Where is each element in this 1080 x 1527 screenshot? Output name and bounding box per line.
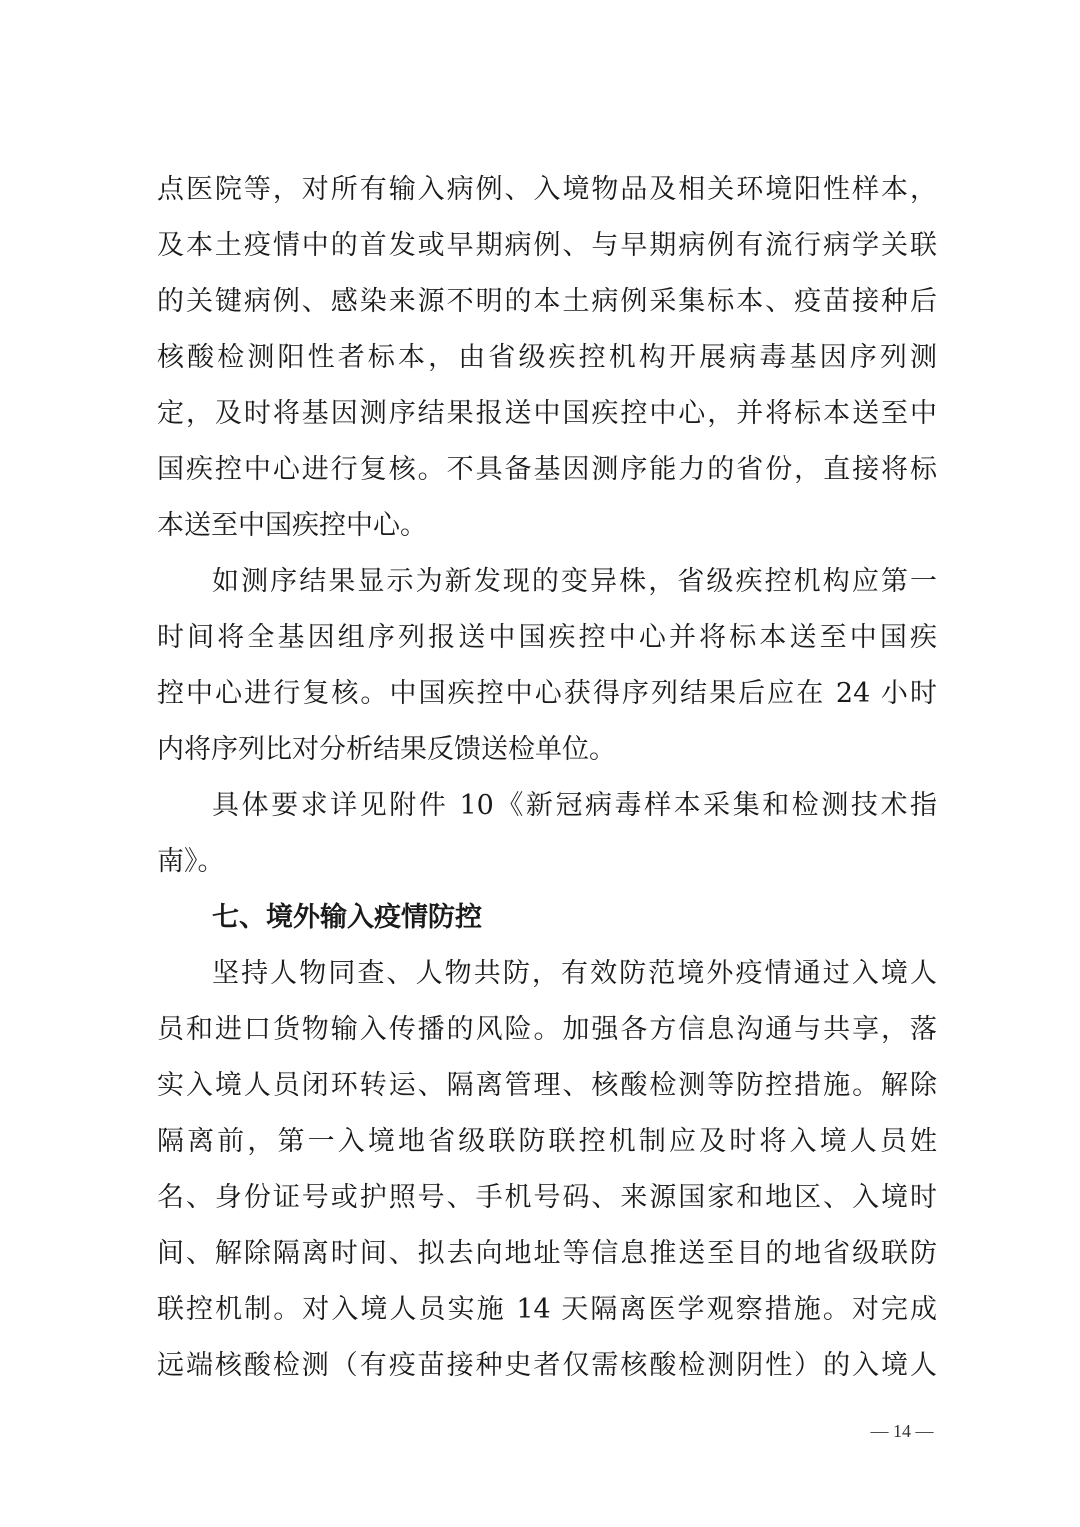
body-text-line: 点医院等，对所有输入病例、入境物品及相关环境阳性样本， bbox=[157, 174, 937, 205]
body-text-line: 本送至中国疾控中心。 bbox=[157, 510, 427, 541]
body-text-line: 实入境人员闭环转运、隔离管理、核酸检测等防控措施。解除 bbox=[157, 1070, 937, 1101]
body-text-line: 国疾控中心进行复核。不具备基因测序能力的省份，直接将标 bbox=[157, 454, 937, 485]
body-text-line: 隔离前，第一入境地省级联防联控机制应及时将入境人员姓 bbox=[157, 1126, 937, 1157]
body-text-line: 远端核酸检测（有疫苗接种史者仅需核酸检测阴性）的入境人 bbox=[157, 1350, 937, 1381]
body-text-line: 时间将全基因组序列报送中国疾控中心并将标本送至中国疾 bbox=[157, 622, 937, 653]
body-text-line: 核酸检测阳性者标本，由省级疾控机构开展病毒基因序列测 bbox=[157, 342, 937, 373]
paragraph-first-line: 如测序结果显示为新发现的变异株，省级疾控机构应第一 bbox=[212, 566, 937, 597]
body-text-line: 名、身份证号或护照号、手机号码、来源国家和地区、入境时 bbox=[157, 1182, 937, 1213]
body-text-line: 联控机制。对入境人员实施 14 天隔离医学观察措施。对完成 bbox=[157, 1294, 937, 1325]
body-text-line: 及本土疫情中的首发或早期病例、与早期病例有流行病学关联 bbox=[157, 230, 937, 261]
body-text-line: 内将序列比对分析结果反馈送检单位。 bbox=[157, 734, 616, 765]
section-heading: 七、境外输入疫情防控 bbox=[212, 902, 482, 933]
body-text-line: 定，及时将基因测序结果报送中国疾控中心，并将标本送至中 bbox=[157, 398, 937, 429]
body-text-line: 员和进口货物输入传播的风险。加强各方信息沟通与共享，落 bbox=[157, 1014, 937, 1045]
body-text-line: 控中心进行复核。中国疾控中心获得序列结果后应在 24 小时 bbox=[157, 678, 937, 709]
body-text-line: 间、解除隔离时间、拟去向地址等信息推送至目的地省级联防 bbox=[157, 1238, 937, 1269]
body-text-line: 的关键病例、感染来源不明的本土病例采集标本、疫苗接种后 bbox=[157, 286, 937, 317]
paragraph-first-line: 具体要求详见附件 10《新冠病毒样本采集和检测技术指 bbox=[212, 790, 937, 821]
page-number: — 14 — bbox=[870, 1421, 934, 1441]
body-text-line: 南》。 bbox=[157, 846, 225, 877]
paragraph-first-line: 坚持人物同查、人物共防，有效防范境外疫情通过入境人 bbox=[212, 958, 937, 989]
